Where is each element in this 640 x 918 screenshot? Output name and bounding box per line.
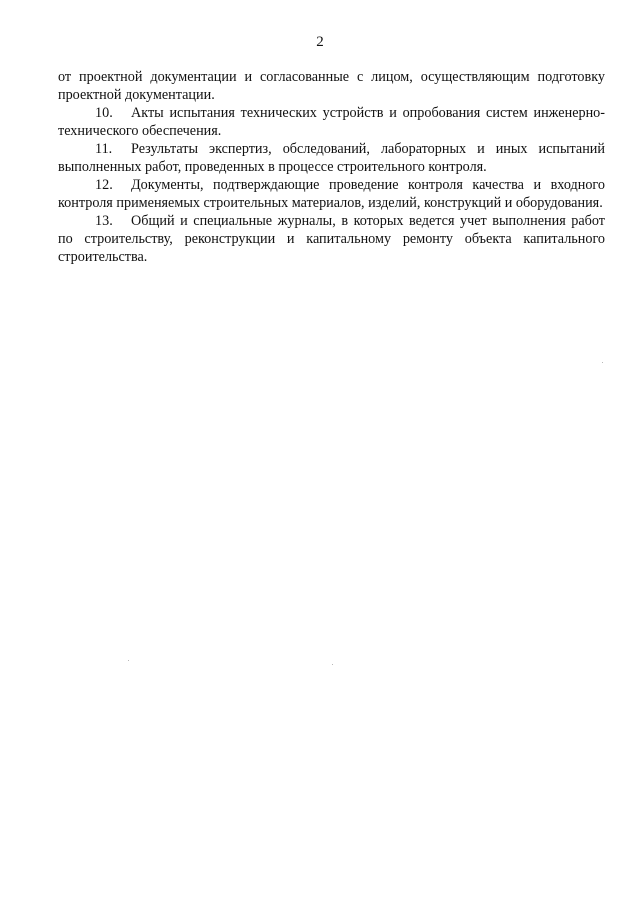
paragraph-13 <box>58 212 605 266</box>
paragraph-number: 10. <box>95 105 113 121</box>
paragraph-text: Документы, подтверждающие проведение контроля качества и входного контроля применяемых строительных материалов, изделий, конструкций и оборудования. <box>58 177 605 211</box>
paragraph-text: Общий и специальные журналы, в которых ведется учет выполнения работ по строительству, реконструкции и капитальному ремонту объекта капитального строительства. <box>58 213 605 265</box>
paragraph-text: Результаты экспертиз, обследований, лабораторных и иных испытаний выполненных работ, проведенных в процессе строительного контроля. <box>58 141 605 175</box>
paragraph-10 <box>58 104 605 140</box>
paragraph-11 <box>58 140 605 176</box>
paragraph-number: 12. <box>95 177 113 193</box>
paragraph-12 <box>58 176 605 212</box>
paragraph-continuation <box>58 68 605 104</box>
scan-speck <box>128 660 129 661</box>
scan-speck <box>602 362 603 363</box>
document-body <box>58 68 605 266</box>
page-number: 2 <box>316 34 324 50</box>
paragraph-text: Акты испытания технических устройств и опробования систем инженерно-технического обеспечения. <box>58 105 605 139</box>
scan-speck <box>332 664 333 665</box>
paragraph-number: 11. <box>95 141 113 157</box>
paragraph-text: от проектной документации и согласованные с лицом, осуществляющим подготовку проектной документации. <box>58 69 605 103</box>
paragraph-number: 13. <box>95 213 113 229</box>
